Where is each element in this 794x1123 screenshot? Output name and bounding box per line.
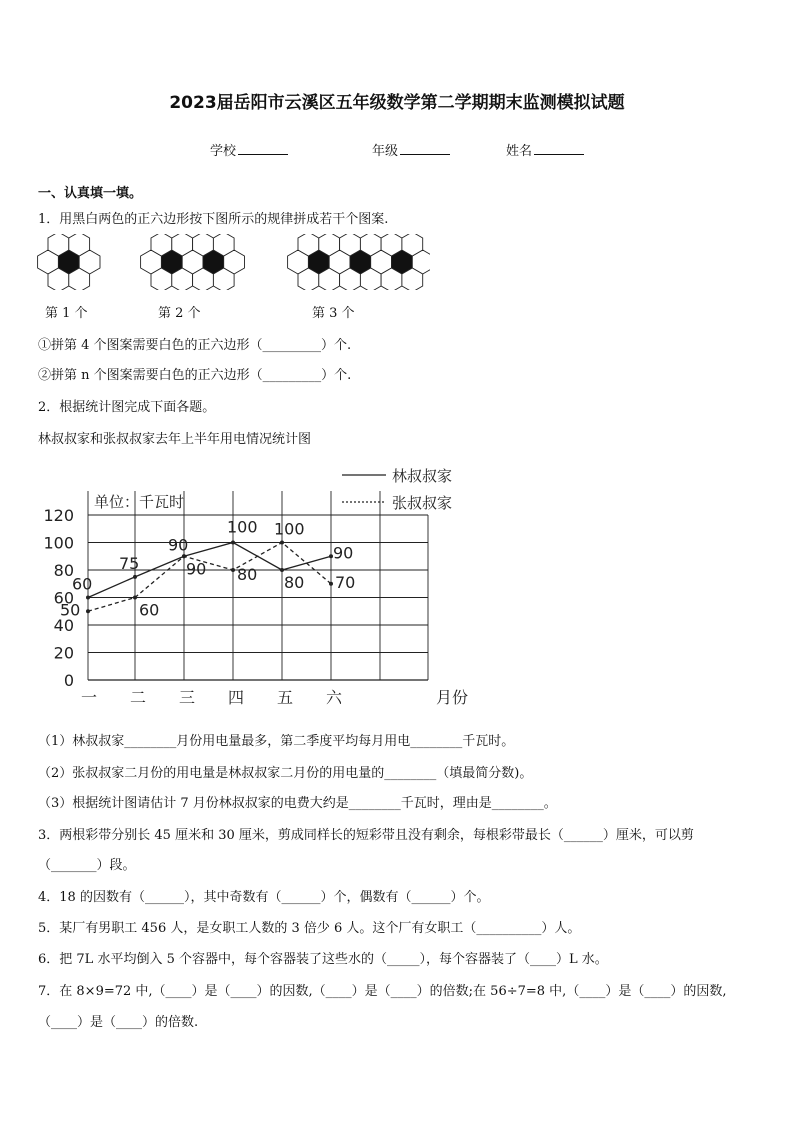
q3-line-1: 3．两根彩带分别长 45 厘米和 30 厘米，剪成同样长的短彩带且没有剩余，每根彩带最长（______）厘米，可以剪 <box>38 828 694 843</box>
y-tick-label: 40 <box>53 616 74 635</box>
data-point <box>86 609 90 613</box>
legend-label: 林叔叔家 <box>392 467 453 485</box>
data-point <box>133 575 137 579</box>
q1-part-a: ①拼第 4 个图案需要白色的正六边形（_________）个. <box>38 338 352 353</box>
page-title: 2023届岳阳市云溪区五年级数学第二学期期末监测模拟试题 <box>169 93 625 113</box>
data-label: 60 <box>139 600 160 620</box>
data-label: 100 <box>227 517 258 537</box>
data-label: 90 <box>168 535 189 555</box>
school-blank <box>238 142 288 155</box>
x-tick-label: 一 <box>80 688 98 707</box>
unit-label: 单位：千瓦时 <box>94 493 185 511</box>
pattern-caption-3: 第 3 个 <box>312 306 355 321</box>
x-tick-label: 二 <box>129 688 147 707</box>
name-label: 姓名 <box>506 144 533 159</box>
data-label: 50 <box>60 600 81 620</box>
q4: 4．18 的因数有（______），其中奇数有（______）个，偶数有（______）个。 <box>38 890 490 905</box>
y-tick-label: 80 <box>53 561 74 580</box>
pattern-caption-1: 第 1 个 <box>45 306 88 321</box>
q2-part-2: （2）张叔叔家二月份的用电量是林叔叔家二月份的用电量的________（填最简分数)。 <box>38 766 533 781</box>
x-axis-label: 月份 <box>435 688 469 707</box>
y-tick-label: 100 <box>43 533 74 553</box>
q1-stem: 1．用黑白两色的正六边形按下图所示的规律拼成若干个图案. <box>38 212 389 227</box>
q7-line-1: 7．在 8×9=72 中,（____）是（____）的因数,（____）是（____）的倍数;在 56÷7=8 中,（____）是（____）的因数, <box>38 984 727 999</box>
hexagon-patterns <box>30 234 430 290</box>
data-label: 75 <box>119 553 140 573</box>
chart-caption: 林叔叔家和张叔叔家去年上半年用电情况统计图 <box>38 432 312 447</box>
data-label: 80 <box>237 565 258 584</box>
data-point <box>86 596 90 600</box>
data-label: 80 <box>284 573 305 592</box>
data-point <box>329 582 333 586</box>
data-label: 60 <box>72 574 93 594</box>
data-label: 90 <box>333 543 354 563</box>
data-label: 70 <box>335 572 356 592</box>
grade-field <box>372 140 450 159</box>
q2-part-3: （3）根据统计图请估计 7 月份林叔叔家的电费大约是________千瓦时，理由是________。 <box>38 796 557 811</box>
x-tick-label: 四 <box>227 688 245 707</box>
line-chart <box>30 455 490 715</box>
school-label: 学校 <box>210 144 237 159</box>
data-point <box>231 541 235 545</box>
data-point <box>133 596 137 600</box>
x-tick-label: 五 <box>276 688 294 707</box>
y-tick-label: 120 <box>43 506 74 525</box>
data-point <box>231 568 235 572</box>
data-label: 90 <box>186 559 207 579</box>
data-point <box>280 568 284 572</box>
data-label: 100 <box>274 519 305 539</box>
y-tick-label: 0 <box>63 671 74 690</box>
grade-label: 年级 <box>372 144 399 159</box>
x-tick-label: 六 <box>325 688 343 707</box>
x-tick-label: 三 <box>178 688 196 707</box>
q2-stem: 2．根据统计图完成下面各题。 <box>38 400 216 415</box>
y-tick-label: 60 <box>53 588 74 608</box>
q2-part-1: （1）林叔叔家________月份用电量最多，第二季度平均每月用电________千瓦时。 <box>38 734 515 749</box>
q5: 5．某厂有男职工 456 人，是女职工人数的 3 倍少 6 人。这个厂有女职工（__________）人。 <box>38 921 581 936</box>
grade-blank <box>400 142 450 155</box>
name-field <box>506 140 584 159</box>
q6: 6．把 7L 水平均倒入 5 个容器中，每个容器装了这些水的（_____），每个容器装了（____）L 水。 <box>38 952 608 967</box>
q3-line-2: （_______）段。 <box>38 858 136 873</box>
data-point <box>280 541 284 545</box>
section-heading: 一、认真填一填。 <box>38 186 143 201</box>
legend-label: 张叔叔家 <box>392 494 453 512</box>
name-blank <box>534 142 584 155</box>
q7-line-2: （____）是（____）的倍数. <box>38 1015 199 1030</box>
y-tick-label: 20 <box>53 643 74 663</box>
q1-part-b: ②拼第 n 个图案需要白色的正六边形（_________）个. <box>38 368 352 383</box>
school-field <box>210 140 288 159</box>
data-point <box>182 554 186 558</box>
pattern-caption-2: 第 2 个 <box>158 306 201 321</box>
